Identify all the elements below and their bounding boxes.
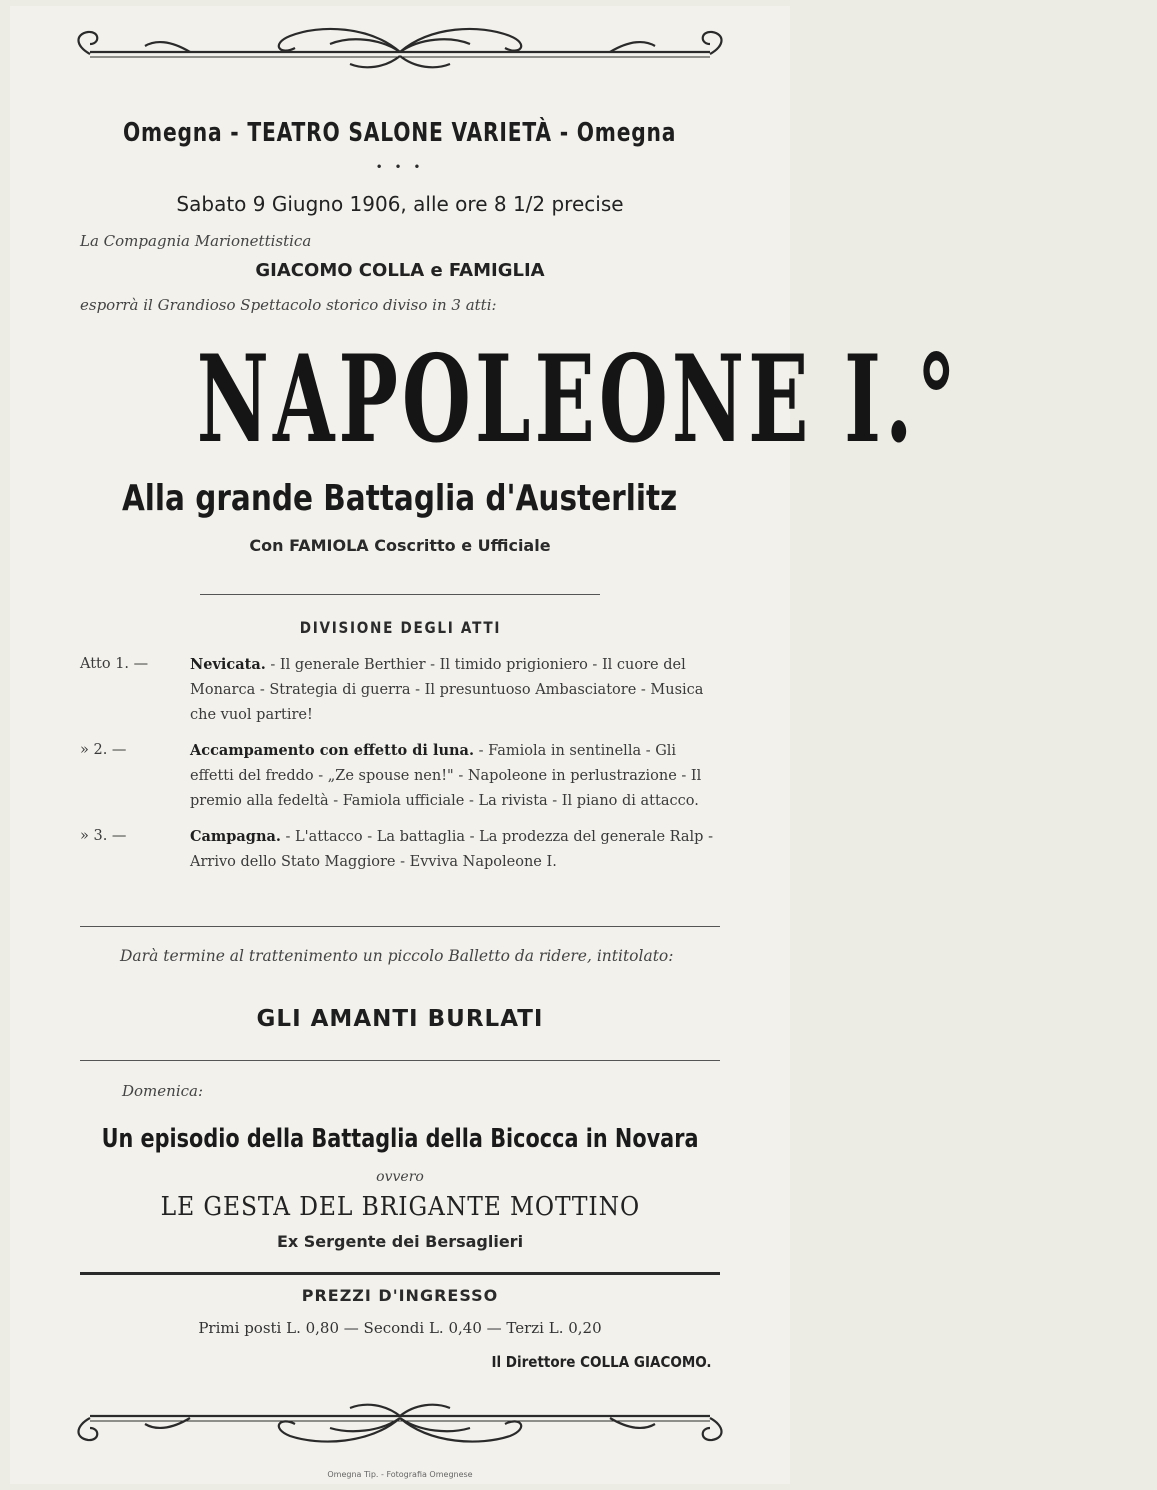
act-item — [80, 738, 720, 814]
sunday-note: Ex Sergente dei Bersaglieri — [276, 1232, 524, 1251]
act-label: » 3. — — [80, 828, 127, 844]
divider-thick — [80, 1272, 720, 1275]
top-ornament — [70, 16, 730, 76]
act-name: Nevicata. — [190, 656, 266, 673]
separator-dots: • • • — [375, 160, 425, 174]
divider — [80, 1060, 720, 1061]
announcement: esporrà il Grandioso Spettacolo storico diviso in 3 atti: — [80, 296, 497, 314]
acts-list — [80, 652, 720, 877]
divider — [80, 926, 720, 927]
act-text: - Famiola in sentinella - Gli effetti del freddo - „Ze spouse nen!" - Napoleone in perlustrazione - Il premio alla fedeltà - Famiola ufficiale - La rivista - Il piano di attacco. — [190, 743, 702, 809]
show-with-line: Con FAMIOLA Coscritto e Ufficiale — [249, 536, 551, 555]
act-text: - Il generale Berthier - Il timido prigioniero - Il cuore del Monarca - Strategia di guerra - Il presuntuoso Ambasciatore - Musica che vuol partire! — [190, 657, 704, 723]
prices-heading: PREZZI D'INGRESSO — [301, 1286, 499, 1305]
act-item — [80, 824, 720, 875]
date-line: Sabato 9 Giugno 1906, alle ore 8 1/2 precise — [176, 192, 624, 216]
sunday-title: Un episodio della Battaglia della Bicocca in Novara — [101, 1124, 699, 1154]
show-title: NAPOLEONE I.° — [196, 329, 961, 470]
bottom-ornament — [70, 1396, 730, 1456]
act-name: Campagna. — [190, 828, 281, 845]
venue-line: Omegna - TEATRO SALONE VARIETÀ - Omegna — [123, 118, 677, 148]
company-name: GIACOMO COLLA e FAMIGLIA — [255, 260, 545, 281]
sunday-ovvero: ovvero — [376, 1169, 424, 1185]
ballet-title: GLI AMANTI BURLATI — [256, 1006, 544, 1032]
director-signature: Il Direttore COLLA GIACOMO. — [491, 1353, 712, 1371]
acts-heading: DIVISIONE DEGLI ATTI — [299, 618, 501, 637]
sunday-label: Domenica: — [122, 1082, 204, 1100]
act-item — [80, 652, 720, 728]
printer-credit: Omegna Tip. - Fotografia Omegnese — [327, 1470, 473, 1479]
company-intro: La Compagnia Marionettistica — [80, 232, 312, 250]
ballet-intro: Darà termine al trattenimento un piccolo Balletto da ridere, intitolato: — [120, 947, 674, 965]
prices-line: Primi posti L. 0,80 — Secondi L. 0,40 — Terzi L. 0,20 — [198, 1319, 602, 1337]
act-text: - L'attacco - La battaglia - La prodezza del generale Ralp - Arrivo dello Stato Maggiore - Evviva Napoleone I. — [190, 829, 713, 870]
act-name: Accampamento con effetto di luna. — [190, 742, 474, 759]
sunday-subtitle: LE GESTA DEL BRIGANTE MOTTINO — [160, 1192, 640, 1222]
act-label: Atto 1. — — [80, 656, 149, 672]
show-subtitle: Alla grande Battaglia d'Austerlitz — [122, 478, 678, 519]
act-label: » 2. — — [80, 742, 127, 758]
divider — [200, 594, 600, 595]
